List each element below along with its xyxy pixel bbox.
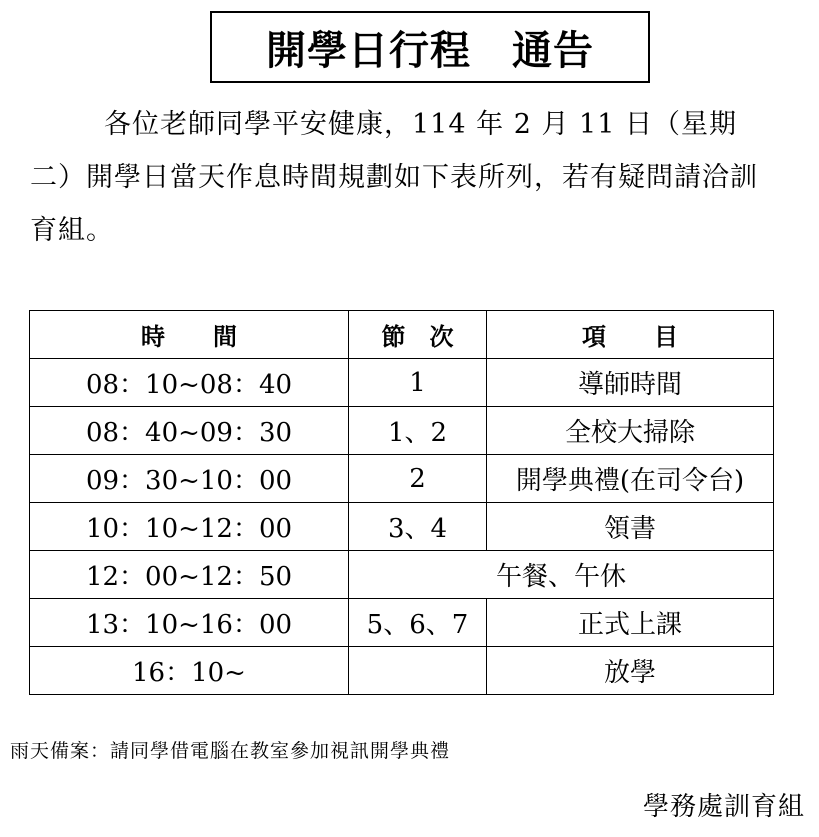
rain-plan-note: 雨天備案：請同學借電腦在教室參加視訊開學典禮: [10, 740, 451, 762]
table-row: [30, 647, 774, 695]
page-title: 開學日行程 通告: [210, 11, 650, 83]
header-time: 時 間: [30, 311, 349, 359]
intro-paragraph: 各位老師同學平安健康，114 年 2 月 11 日（星期二）開學日當天作息時間規劃如下表所列，若有疑問請洽訓育組。: [30, 109, 758, 246]
cell-period: 3、4: [349, 503, 487, 551]
table-row: [30, 551, 774, 599]
issuer-signature: 學務處訓育組: [642, 792, 805, 822]
cell-time: 16：10~: [30, 647, 349, 695]
cell-item: 導師時間: [487, 359, 774, 407]
cell-merged-item: 午餐、午休: [349, 551, 774, 599]
cell-time: 10：10~12：00: [30, 503, 349, 551]
cell-period: 5、6、7: [349, 599, 487, 647]
table-row: [30, 599, 774, 647]
cell-time: 12：00~12：50: [30, 551, 349, 599]
cell-time: 09：30~10：00: [30, 455, 349, 503]
table-row: [30, 455, 774, 503]
cell-time: 08：10~08：40: [30, 359, 349, 407]
cell-item: 放學: [487, 647, 774, 695]
cell-item: 正式上課: [487, 599, 774, 647]
table-row: [30, 407, 774, 455]
table-row: [30, 359, 774, 407]
cell-period: 2: [349, 455, 487, 503]
cell-item: 領書: [487, 503, 774, 551]
cell-item: 開學典禮(在司令台): [487, 455, 774, 503]
table-row: [30, 503, 774, 551]
cell-time: 08：40~09：30: [30, 407, 349, 455]
table-header-row: [30, 311, 774, 359]
cell-period: 1: [349, 359, 487, 407]
header-item: 項 目: [487, 311, 774, 359]
cell-period: [349, 647, 487, 695]
cell-item: 全校大掃除: [487, 407, 774, 455]
cell-period: 1、2: [349, 407, 487, 455]
cell-time: 13：10~16：00: [30, 599, 349, 647]
schedule-table: [29, 310, 774, 695]
header-period: 節 次: [349, 311, 487, 359]
